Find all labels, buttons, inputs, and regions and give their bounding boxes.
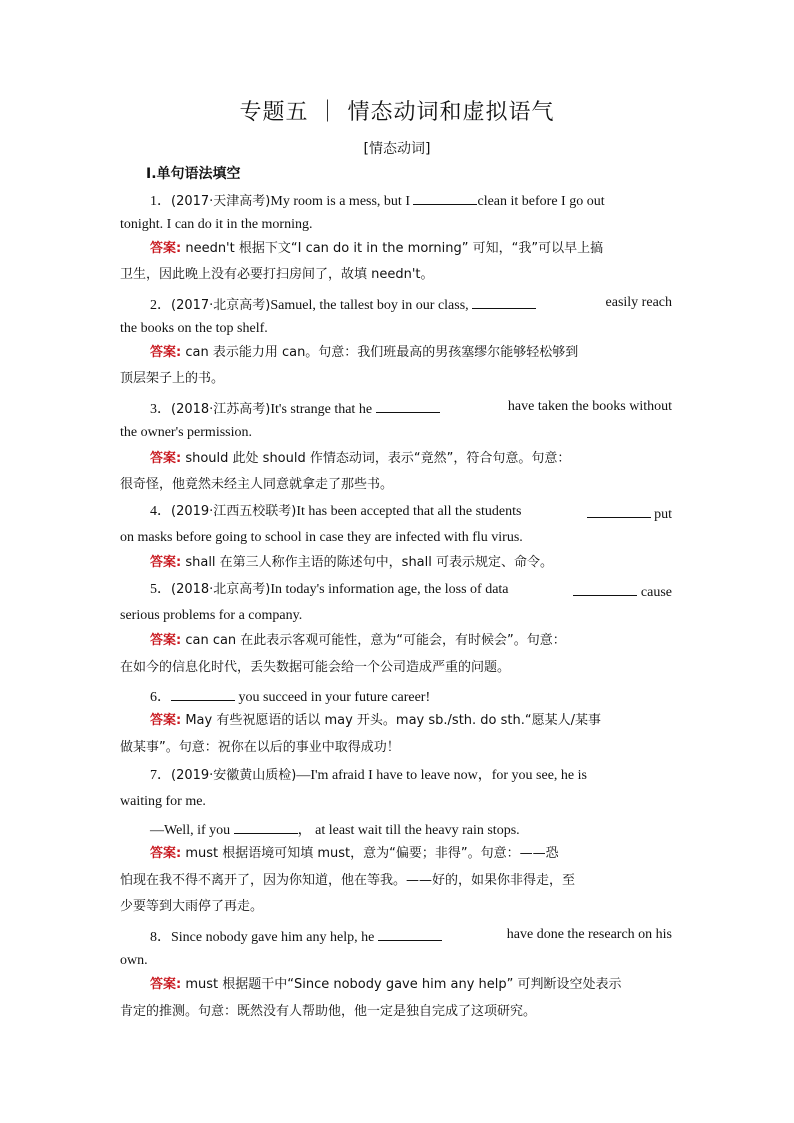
answer-3-line-1: 答案: should 此处 should 作情态动词，表示“竟然”，符合句意。句意： <box>150 451 571 466</box>
answer-8-line-2: 肯定的推测。句意：既然没有人帮助他，他一定是独自完成了这项研究。 <box>120 1004 537 1019</box>
answer-2-line-2: 顶层架子上的书。 <box>120 371 225 386</box>
answer-blank <box>472 294 536 309</box>
question-2-line-1: 2．(2017·北京高考)Samuel, the tallest boy in our class, easily reach <box>150 295 672 313</box>
answer-6-line-2: 做某事”。句意：祝你在以后的事业中取得成功！ <box>120 740 400 755</box>
page-title: 专题五 ｜ 情态动词和虚拟语气 <box>239 100 555 125</box>
page-subtitle: [情态动词] <box>363 141 431 157</box>
answer-blank <box>376 398 440 413</box>
answer-7-line-2: 怕现在我不得不离开了，因为你知道，他在等我。——好的，如果你非得走，至 <box>120 873 576 888</box>
question-5-line-1: 5．(2018·北京高考)In today's information age, the loss of data cause <box>150 582 672 600</box>
question-1-line-2: tonight. I can do it in the morning. <box>120 217 313 232</box>
answer-4-line-1: 答案: shall 在第三人称作主语的陈述句中，shall 可表示规定、命令。 <box>150 555 554 570</box>
answer-7-line-1: 答案: must 根据语境可知填 must，意为“偏要；非得”。句意：——恐 <box>150 846 559 861</box>
question-7-line-3: —Well, if you ， at least wait till the heavy rain stops. <box>150 819 520 840</box>
answer-blank <box>378 926 442 941</box>
question-2-line-2: the books on the top shelf. <box>120 321 268 336</box>
question-1-line-1: 1．(2017·天津高考)My room is a mess, but I clean it before I go out <box>150 190 672 211</box>
question-5-line-2: serious problems for a company. <box>120 608 303 623</box>
answer-blank <box>171 686 235 701</box>
question-8-line-2: own. <box>120 953 148 968</box>
answer-blank <box>587 503 651 518</box>
answer-7-line-3: 少要等到大雨停了再走。 <box>120 899 264 914</box>
question-7-line-2: waiting for me. <box>120 794 206 809</box>
answer-1-line-1: 答案: needn't 根据下文“I can do it in the morning” 可知，“我”可以早上搞 <box>150 241 604 256</box>
question-3-line-1: 3．(2018·江苏高考)It's strange that he have taken the books without <box>150 399 672 417</box>
question-3-line-2: the owner's permission. <box>120 425 253 440</box>
answer-blank <box>573 581 637 596</box>
answer-8-line-1: 答案: must 根据题干中“Since nobody gave him any help” 可判断设空处表示 <box>150 977 622 992</box>
question-8-line-1: 8．Since nobody gave him any help, he have done the research on his <box>150 927 672 945</box>
answer-blank <box>413 190 477 205</box>
question-4-line-2: on masks before going to school in case they are infected with flu virus. <box>120 530 523 545</box>
answer-5-line-2: 在如今的信息化时代，丢失数据可能会给一个公司造成严重的问题。 <box>120 660 511 675</box>
question-7-line-1: 7．(2019·安徽黄山质检)—I'm afraid I have to leave now，for you see, he is <box>150 768 587 783</box>
answer-2-line-1: 答案: can 表示能力用 can。句意：我们班最高的男孩塞缪尔能够轻松够到 <box>150 345 579 360</box>
answer-6-line-1: 答案: May 有些祝愿语的话以 may 开头。may sb./sth. do sth.“愿某人/某事 <box>150 713 601 728</box>
section-heading: Ⅰ.单句语法填空 <box>146 166 241 182</box>
answer-blank <box>234 819 298 834</box>
answer-3-line-2: 很奇怪，他竟然未经主人同意就拿走了那些书。 <box>120 477 394 492</box>
question-4-line-1: 4．(2019·江西五校联考)It has been accepted that all the students put <box>150 504 672 522</box>
answer-5-line-1: 答案: can can 在此表示客观可能性，意为“可能会，有时候会”。句意： <box>150 633 566 648</box>
answer-1-line-2: 卫生，因此晚上没有必要打扫房间了，故填 needn't。 <box>120 267 434 282</box>
question-6-line-1: 6． you succeed in your future career! <box>150 686 430 707</box>
